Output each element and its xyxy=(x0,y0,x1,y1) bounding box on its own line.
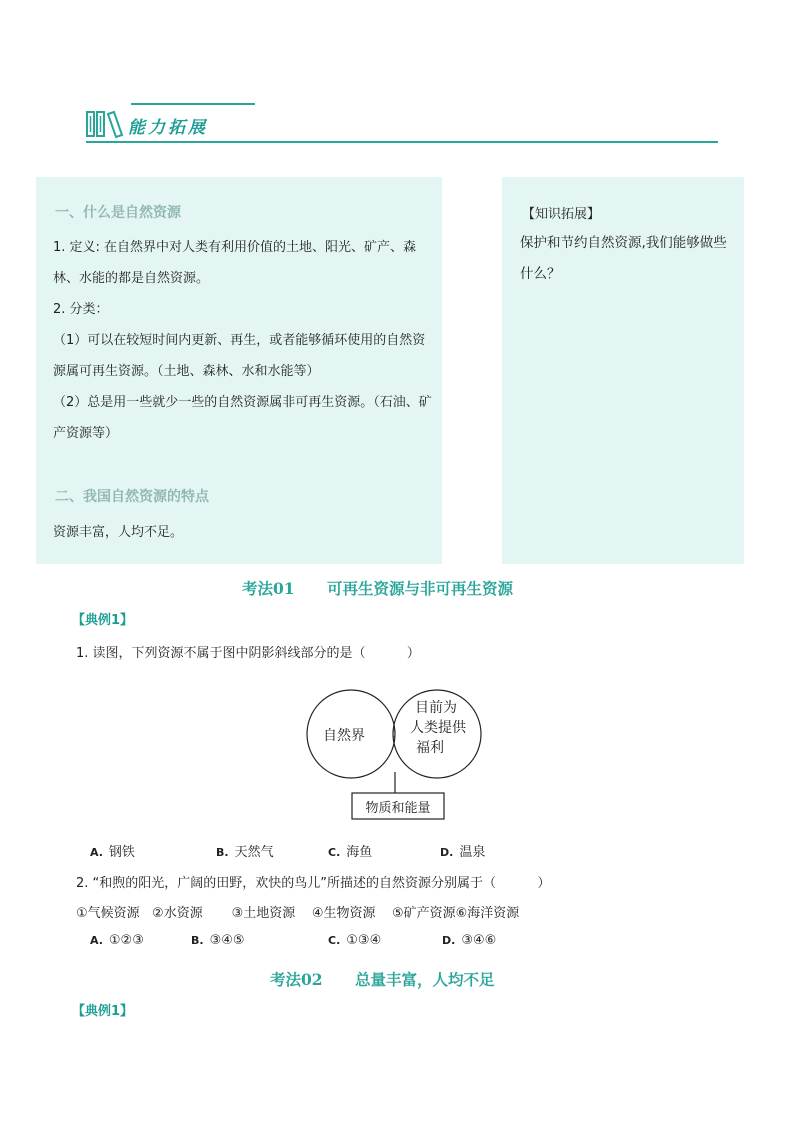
section2-text: 资源丰富，人均不足。 xyxy=(53,525,184,540)
renewable-text: （1）可以在较短时间内更新、再生，或者能够循环使用的自然资源属可再生资源。（土地、森林、水和水能等） xyxy=(53,333,426,379)
q1-option-d-letter: D. xyxy=(440,846,454,859)
kaofa2-heading xyxy=(270,968,494,990)
example2-label: 【典例1】 xyxy=(72,1004,134,1019)
q2-choices: ①气候资源 ②水资源 ③土地资源 ④生物资源 ⑤矿产资源⑥海洋资源 xyxy=(76,906,520,921)
q2-option-d-text: ③④⑥ xyxy=(461,933,497,948)
extension-panel xyxy=(502,177,744,564)
venn-left-label: 自然界 xyxy=(323,728,365,744)
books-icon xyxy=(86,109,126,139)
kaofa1-number: 考法01 xyxy=(242,579,295,598)
venn-right-line1: 目前为 xyxy=(415,700,457,716)
q1-option-b-text: 天然气 xyxy=(234,845,274,860)
q1-option-d-text: 温泉 xyxy=(459,845,486,860)
extension-title: 【知识拓展】 xyxy=(522,207,601,222)
q1-option-d[interactable] xyxy=(440,841,485,860)
classification-label: 2. 分类： xyxy=(53,302,109,317)
section-header xyxy=(86,103,718,143)
venn-diagram xyxy=(306,677,486,822)
knowledge-panel xyxy=(36,177,442,564)
q2-option-c-letter: C. xyxy=(328,934,341,947)
q1-option-b[interactable] xyxy=(216,841,274,860)
kaofa2-number: 考法02 xyxy=(270,970,323,989)
q2-stem: 2. “和煦的阳光，广阔的田野，欢快的鸟儿”所描述的自然资源分别属于（ ） xyxy=(76,876,551,891)
kaofa1-title: 可再生资源与非可再生资源 xyxy=(326,579,513,598)
kaofa1-heading xyxy=(242,577,513,599)
q2-option-c-text: ①③④ xyxy=(346,933,382,948)
q1-option-b-letter: B. xyxy=(216,846,229,859)
extension-text: 保护和节约自然资源,我们能够做些什么？ xyxy=(520,235,727,282)
example1-label: 【典例1】 xyxy=(72,613,134,628)
q2-option-a-letter: A. xyxy=(90,934,103,947)
q1-option-c-letter: C. xyxy=(328,846,341,859)
venn-box-label: 物质和能量 xyxy=(365,801,431,816)
nonrenewable-text: （2）总是用一些就少一些的自然资源属非可再生资源。（石油、矿产资源等） xyxy=(53,395,432,441)
kaofa2-title: 总量丰富，人均不足 xyxy=(354,970,495,989)
q2-option-a-text: ①②③ xyxy=(108,933,144,948)
header-title: 能力拓展 xyxy=(128,118,208,138)
q1-option-c[interactable] xyxy=(328,841,372,860)
q1-option-a[interactable] xyxy=(90,841,135,860)
q1-option-a-letter: A. xyxy=(90,846,103,859)
q2-option-d[interactable] xyxy=(442,933,496,948)
header-top-rule xyxy=(131,103,255,105)
venn-right-line2: 人类提供 xyxy=(410,720,466,736)
q2-option-b[interactable] xyxy=(191,933,245,948)
q2-option-d-letter: D. xyxy=(442,934,456,947)
q2-option-c[interactable] xyxy=(328,933,381,948)
header-bottom-rule xyxy=(86,141,718,143)
section2-title: 二、我国自然资源的特点 xyxy=(55,489,209,505)
q2-option-b-letter: B. xyxy=(191,934,204,947)
q2-option-a[interactable] xyxy=(90,933,144,948)
q1-option-a-text: 钢铁 xyxy=(108,845,135,860)
q1-stem: 1. 读图，下列资源不属于图中阴影斜线部分的是（ ） xyxy=(76,646,420,661)
section1-title: 一、什么是自然资源 xyxy=(55,205,181,221)
definition-text: 1. 定义: 在自然界中对人类有利用价值的土地、阳光、矿产、森林、水能的都是自然资源。 xyxy=(53,240,417,286)
venn-right-line3: 福利 xyxy=(416,740,444,756)
q2-option-b-text: ③④⑤ xyxy=(209,933,245,948)
q1-option-c-text: 海鱼 xyxy=(346,845,373,860)
